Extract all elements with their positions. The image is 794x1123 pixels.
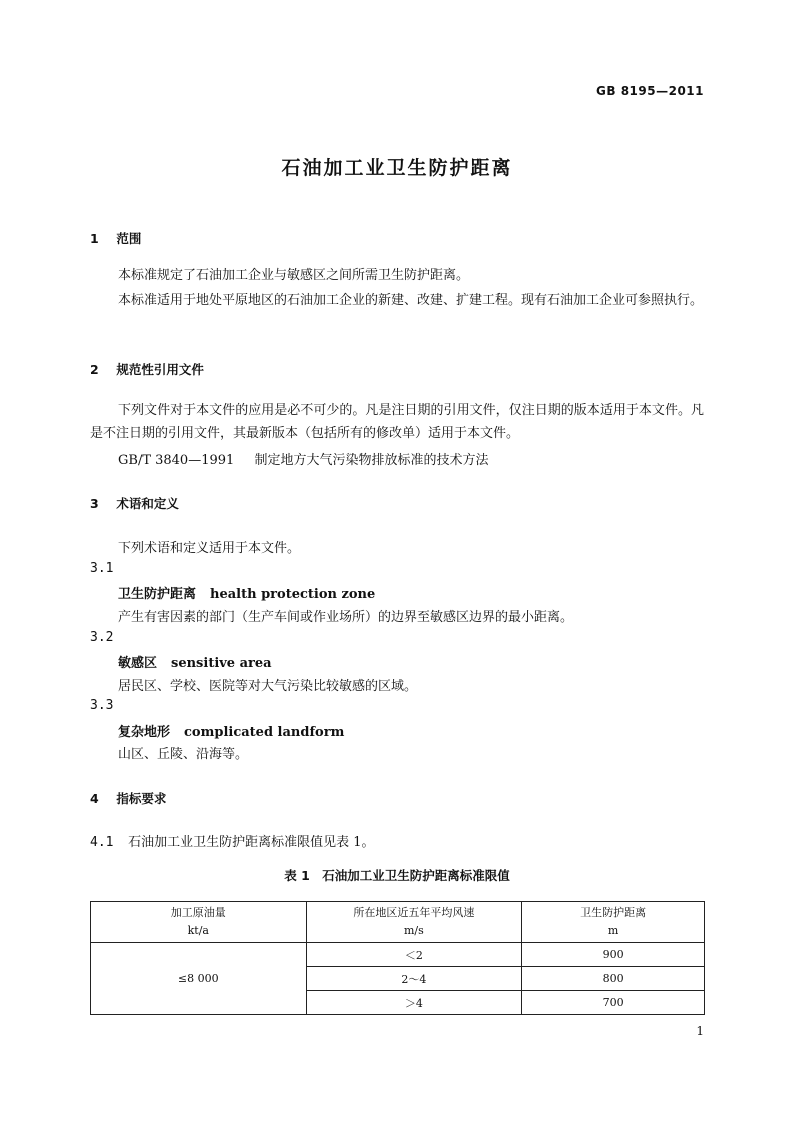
header-distance — [522, 902, 705, 943]
section-3-intro: 下列术语和定义适用于本文件。 — [118, 541, 301, 556]
table-row — [91, 943, 705, 967]
section-number: 1 — [90, 231, 99, 246]
header-name: 所在地区近五年平均风速 — [353, 906, 475, 919]
header-name: 卫生防护距离 — [580, 906, 647, 919]
reference-code: GB/T 3840—1991 — [118, 453, 235, 468]
distance-cell: 900 — [522, 943, 705, 967]
header-name: 加工原油量 — [170, 906, 226, 919]
protection-distance-table — [90, 901, 705, 1015]
reference-title: 制定地方大气污染物排放标准的技术方法 — [254, 453, 489, 468]
wind-cell: 2～4 — [306, 967, 522, 991]
capacity-cell: ≤8 000 — [91, 943, 307, 1015]
term-entry — [118, 721, 344, 740]
section-number: 3 — [90, 496, 99, 511]
section-2-heading — [90, 360, 204, 378]
section-1-paragraph-1: 本标准规定了石油加工企业与敏感区之间所需卫生防护距离。 — [118, 268, 470, 283]
header-wind-speed — [306, 902, 522, 943]
section-4-heading — [90, 789, 166, 807]
term-definition: 居民区、学校、医院等对大气污染比较敏感的区域。 — [118, 679, 418, 694]
section-1-heading — [90, 229, 141, 247]
header-unit: kt/a — [187, 924, 209, 937]
term-number: 3.2 — [90, 630, 114, 645]
term-en: health protection zone — [210, 587, 376, 602]
header-capacity — [91, 902, 307, 943]
term-entry — [118, 652, 272, 671]
section-title: 指标要求 — [116, 791, 167, 806]
section-number: 2 — [90, 362, 99, 377]
clause-4-1 — [90, 831, 375, 850]
clause-text: 石油加工业卫生防护距离标准限值见表 1。 — [128, 835, 375, 850]
term-definition: 产生有害因素的部门（生产车间或作业场所）的边界至敏感区边界的最小距离。 — [118, 610, 574, 625]
section-number: 4 — [90, 791, 99, 806]
term-entry — [118, 583, 375, 602]
term-zh: 卫生防护距离 — [118, 587, 197, 602]
clause-number: 4.1 — [90, 835, 114, 850]
standard-number: GB 8195—2011 — [596, 84, 704, 98]
document-title: 石油加工业卫生防护距离 — [281, 157, 513, 179]
term-en: complicated landform — [184, 725, 345, 740]
section-title: 规范性引用文件 — [116, 362, 204, 377]
table-caption: 表 1 石油加工业卫生防护距离标准限值 — [284, 868, 510, 883]
term-en: sensitive area — [171, 656, 272, 671]
section-1-paragraph-2: 本标准适用于地处平原地区的石油加工企业的新建、改建、扩建工程。现有石油加工企业可参照执行。 — [118, 293, 704, 308]
wind-cell: ＜2 — [306, 943, 522, 967]
term-zh: 敏感区 — [118, 656, 158, 671]
header-unit: m/s — [403, 924, 424, 937]
section-title: 范围 — [116, 231, 142, 246]
term-zh: 复杂地形 — [118, 725, 171, 740]
page-number: 1 — [696, 1024, 704, 1038]
term-number: 3.3 — [90, 698, 114, 713]
section-2-paragraph: 下列文件对于本文件的应用是必不可少的。凡是注日期的引用文件，仅注日期的版本适用于本文件。凡是不注日期的引用文件，其最新版本（包括所有的修改单）适用于本文件。 — [90, 403, 704, 441]
term-definition: 山区、丘陵、沿海等。 — [118, 747, 249, 762]
section-title: 术语和定义 — [116, 496, 179, 511]
section-3-heading — [90, 494, 179, 512]
distance-cell: 800 — [522, 967, 705, 991]
term-number: 3.1 — [90, 561, 114, 576]
normative-reference — [118, 449, 488, 468]
wind-cell: ＞4 — [306, 991, 522, 1015]
header-unit: m — [607, 924, 619, 937]
distance-cell: 700 — [522, 991, 705, 1015]
